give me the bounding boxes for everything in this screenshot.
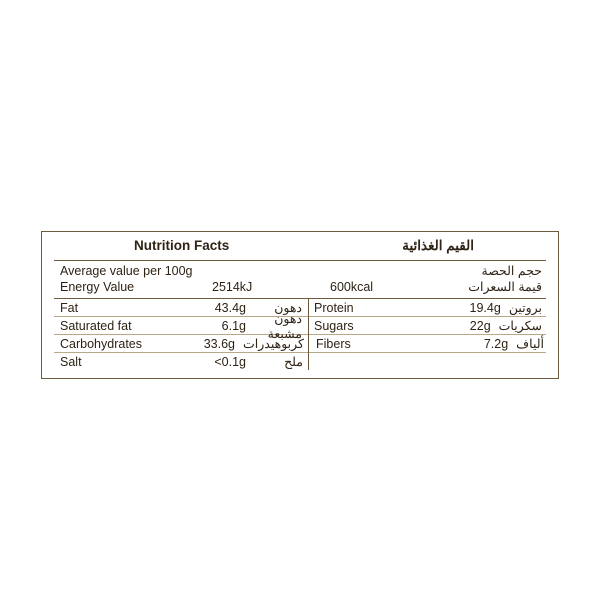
table-row-left — [54, 336, 308, 351]
serving-label-en: Average value per 100g — [60, 264, 193, 278]
table-row-right — [308, 336, 548, 351]
nutrition-facts-panel — [41, 231, 559, 379]
serving-label-ar: حجم الحصة — [481, 264, 542, 278]
table-row-right — [306, 318, 546, 333]
nutrient-value: 19.4g — [469, 300, 501, 315]
table-row — [54, 311, 546, 341]
nutrient-value: 33.6g — [203, 336, 235, 351]
nutrient-table — [54, 298, 546, 370]
nutrient-value: 22g — [469, 318, 491, 333]
nutrient-name-ar: بروتين — [508, 301, 542, 315]
nutrient-name: Saturated fat — [60, 318, 132, 333]
nutrient-name: Fat — [60, 300, 79, 315]
nutrient-value: <0.1g — [214, 354, 246, 369]
nutrient-name-ar: ملح — [284, 355, 303, 369]
table-row-left — [54, 354, 307, 369]
nutrient-value: 43.4g — [214, 300, 246, 315]
title-row — [54, 238, 546, 260]
nutrient-name: Protein — [314, 300, 354, 315]
energy-row — [54, 279, 546, 295]
energy-value-kcal: 600kcal — [330, 280, 374, 294]
nutrient-name-ar: دهون — [274, 301, 302, 315]
energy-value-kj: 2514kJ — [212, 280, 253, 294]
page-title-ar: القيم الغذائية — [402, 238, 474, 253]
page-title-en: Nutrition Facts — [134, 238, 230, 253]
column-divider — [308, 299, 309, 370]
table-row-right — [306, 300, 546, 315]
nutrient-name: Fibers — [316, 336, 351, 351]
nutrient-name: Sugars — [314, 318, 354, 333]
energy-label-en: Energy Value — [60, 280, 135, 294]
nutrient-name-ar: سكريات — [498, 319, 542, 333]
serving-header — [54, 260, 546, 298]
table-row — [54, 352, 546, 370]
table-row — [54, 334, 546, 352]
energy-label-ar: قيمة السعرات — [468, 280, 542, 294]
nutrient-value: 6.1g — [221, 318, 246, 333]
nutrient-value: 7.2g — [483, 336, 509, 351]
serving-row — [54, 263, 546, 279]
nutrient-name-ar: كربوهيدرات — [243, 337, 304, 351]
nutrient-name-ar: ألياف — [516, 337, 544, 351]
nutrient-name: Carbohydrates — [60, 336, 142, 351]
nutrient-name: Salt — [60, 354, 82, 369]
nutrition-panel-inner — [54, 238, 546, 372]
nutrient-name-ar: دهون مشبعة — [267, 311, 302, 341]
